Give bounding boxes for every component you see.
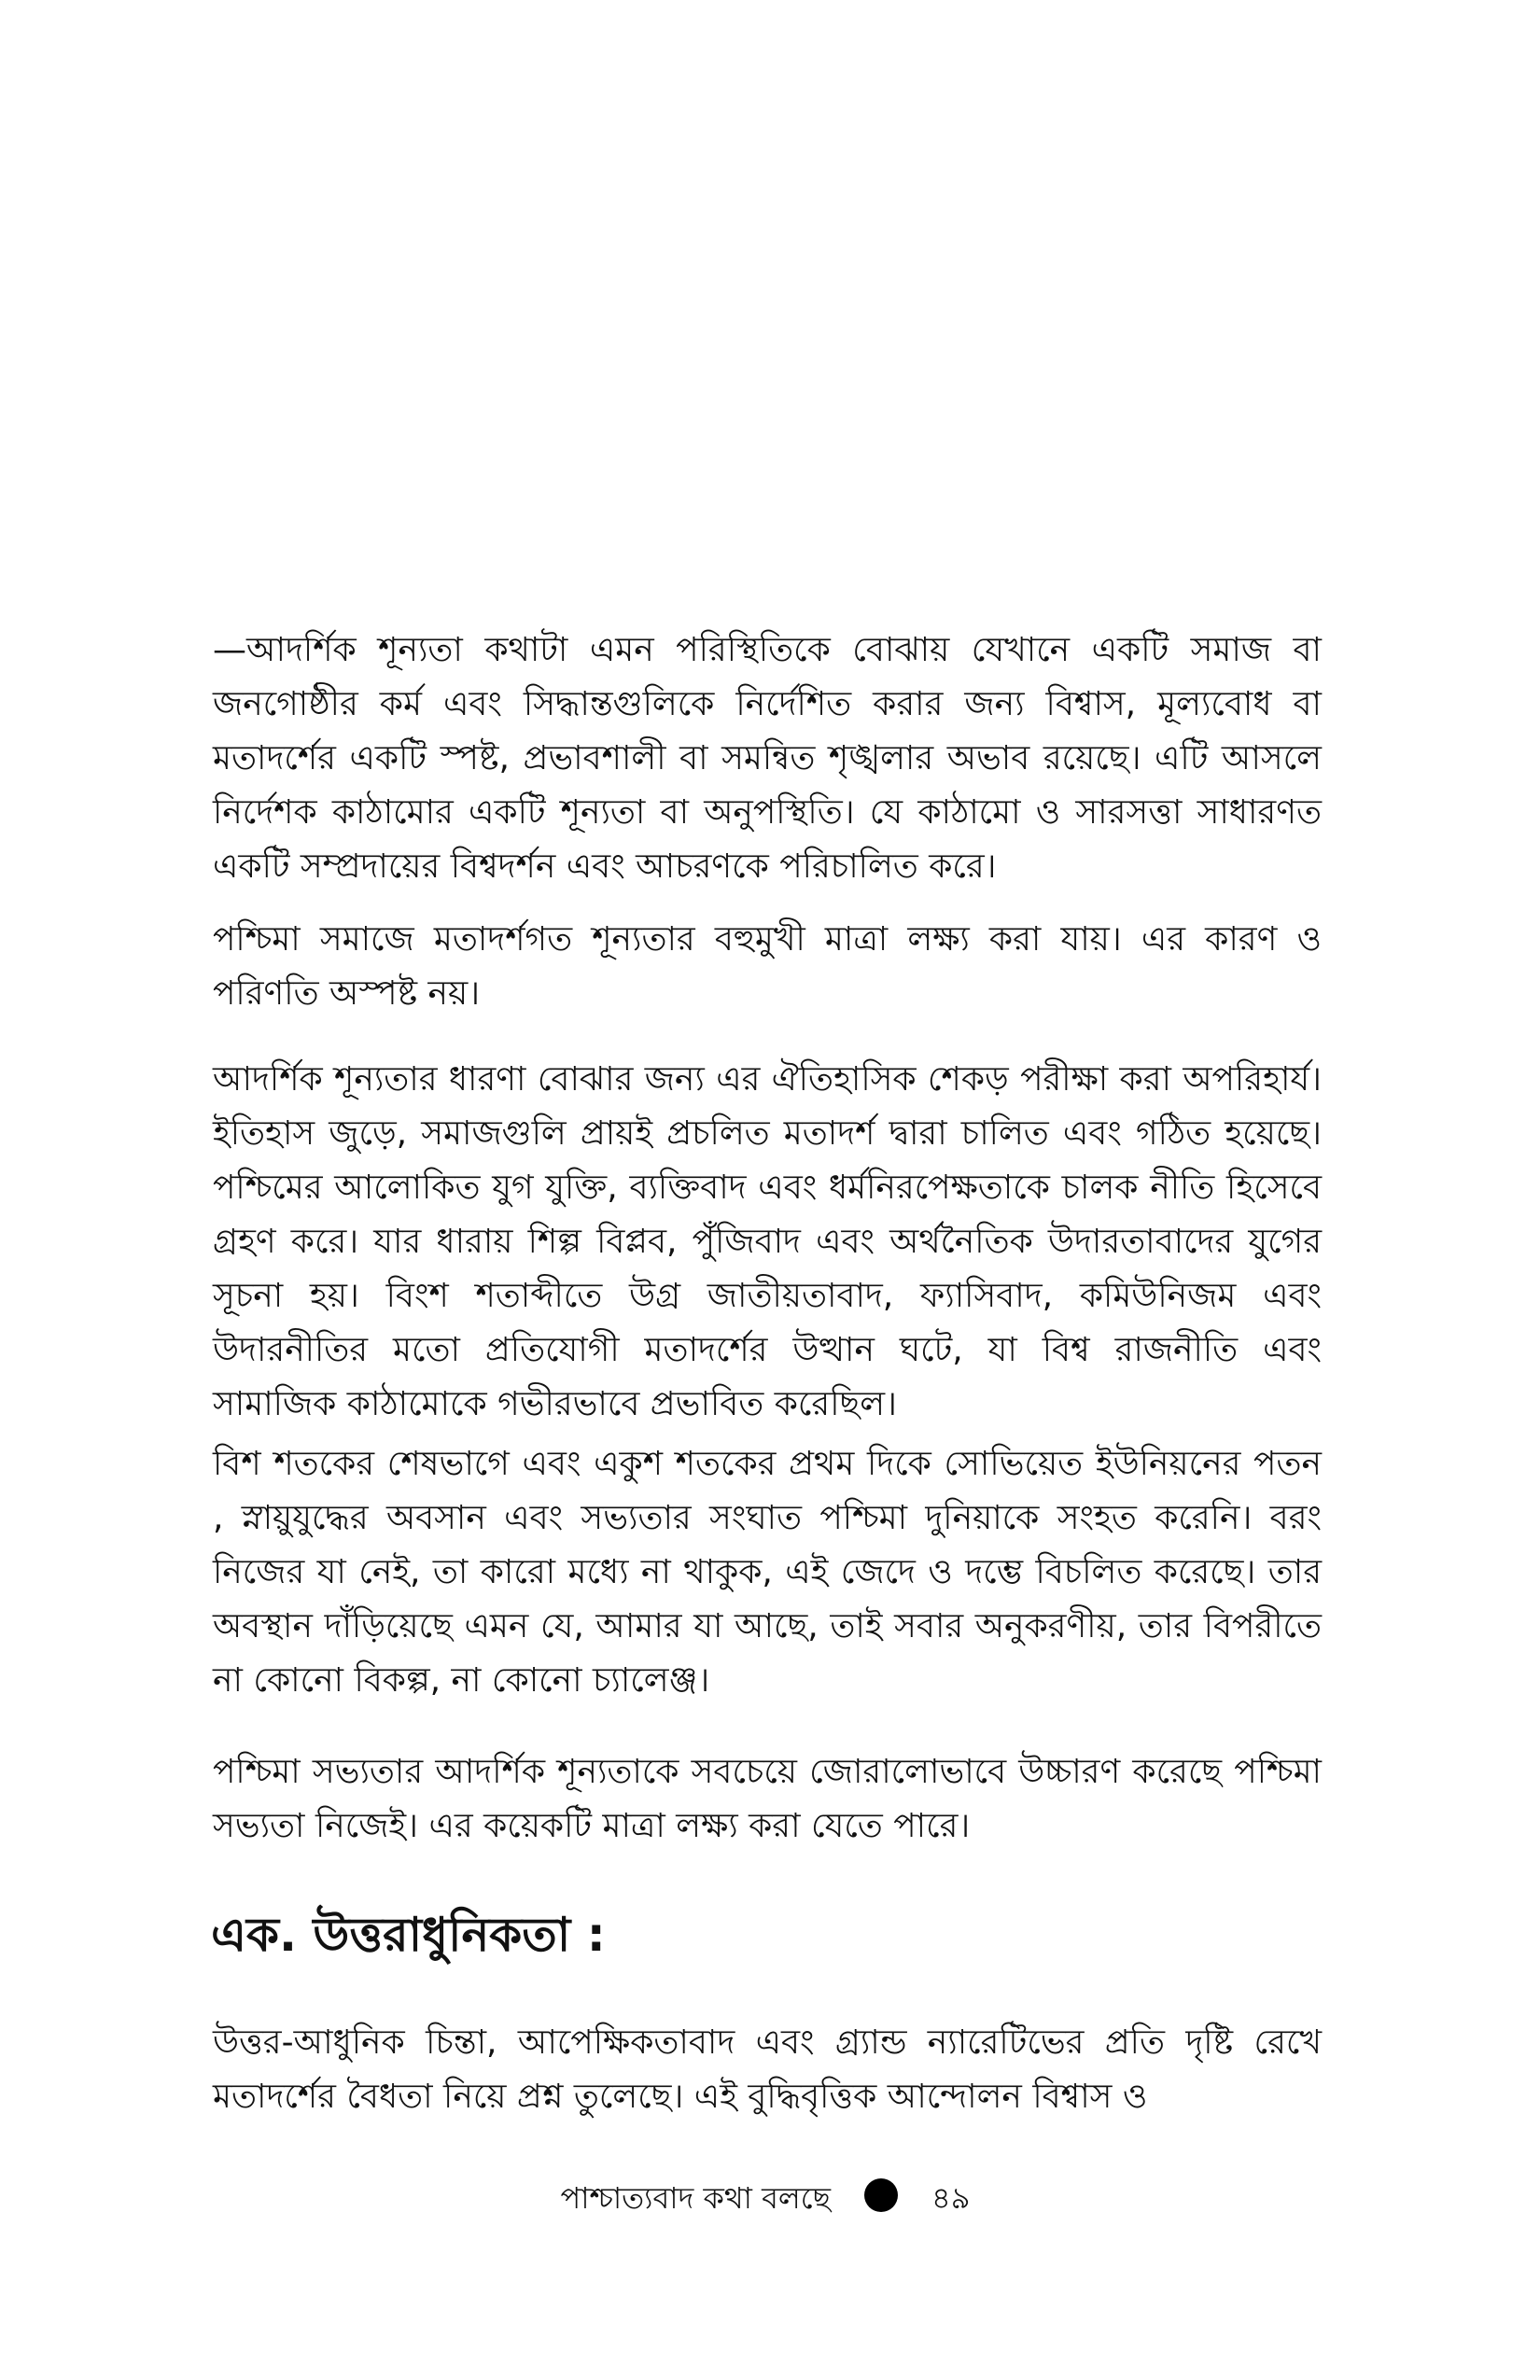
- page-footer: [0, 2167, 1540, 2223]
- paragraph-postmodern-thought: [213, 2016, 1322, 2124]
- paragraph-text: পশ্চিমা সমাজে মতাদর্শগত শূন্যতার বহুমুখী মাত্রা লক্ষ্য করা যায়। এর কারণ ও পরিণতি অস্পষ্ট নয়।: [213, 920, 1322, 1013]
- paragraph-western-civilization-voice: [213, 1745, 1322, 1854]
- bullet-dot-icon: [864, 2178, 898, 2212]
- paragraph-historical-roots: [213, 1053, 1322, 1432]
- footer-book-title: পাশ্চাত্যবাদ কথা বলছে: [560, 2180, 831, 2216]
- paragraph-late-twentieth-century: [213, 1437, 1322, 1708]
- paragraph-text: বিশ শতকের শেষভাগে এবং একুশ শতকের প্রথম দিকে সোভিয়েত ইউনিয়নের পতন , স্নায়ুযুদ্ধের অবসান এবং সভ্যতার সংঘাত পশ্চিমা দুনিয়াকে সংহত করেনি। বরং নিজের যা নেই, তা কারো মধ্যে না থাকুক, এই জেদে ও দম্ভে বিচলিত করেছে। তার অবস্থান দাঁড়িয়েছে এমন যে, আমার যা আছে, তাই সবার অনুকরণীয়, তার বিপরীতে না কোনো বিকল্প, না কোনো চ্যালেঞ্জ।: [213, 1445, 1322, 1700]
- page-number: ৪৯: [931, 2180, 971, 2216]
- paragraph-text: পশ্চিমা সভ্যতার আদর্শিক শূন্যতাকে সবচেয়ে জোরালোভাবে উচ্চারণ করেছে পশ্চিমা সভ্যতা নিজেই। এর কয়েকটি মাত্রা লক্ষ্য করা যেতে পারে।: [213, 1753, 1322, 1845]
- paragraph-text: আদর্শিক শূন্যতার ধারণা বোঝার জন্য এর ঐতিহাসিক শেকড় পরীক্ষা করা অপরিহার্য। ইতিহাস জুড়ে, সমাজগুলি প্রায়ই প্রচলিত মতাদর্শ দ্বারা চালিত এবং গঠিত হয়েছে। পশ্চিমের আলোকিত যুগ যুক্তি, ব্যক্তিবাদ এবং ধর্মনিরপেক্ষতাকে চালক নীতি হিসেবে গ্রহণ করে। যার ধারায় শিল্প বিপ্লব, পুঁজিবাদ এবং অর্থনৈতিক উদারতাবাদের যুগের সূচনা হয়। বিংশ শতাব্দীতে উগ্র জাতীয়তাবাদ, ফ্যাসিবাদ, কমিউনিজম এবং উদারনীতির মতো প্রতিযোগী মতাদর্শের উত্থান ঘটে, যা বিশ্ব রাজনীতি এবং সামাজিক কাঠামোকে গভীরভাবে প্রভাবিত করেছিল।: [213, 1060, 1322, 1423]
- paragraph-text: —আদর্শিক শূন্যতা কথাটা এমন পরিস্থিতিকে বোঝায় যেখানে একটি সমাজ বা জনগোষ্ঠীর কর্ম এবং সিদ্ধান্তগুলিকে নির্দেশিত করার জন্য বিশ্বাস, মূল্যবোধ বা মতাদর্শের একটি স্পষ্ট, প্রভাবশালী বা সমন্বিত শৃঙ্খলার অভাব রয়েছে। এটি আসলে নির্দেশক কাঠামোর একটি শূন্যতা বা অনুপস্থিতি। যে কাঠামো ও সারসত্তা সাধারণত একটি সম্প্রদায়ের বিশ্বদর্শন এবং আচরণকে পরিচালিত করে।: [213, 631, 1322, 886]
- paragraph-text: উত্তর-আধুনিক চিন্তা, আপেক্ষিকতাবাদ এবং গ্র্যান্ড ন্যারেটিভের প্রতি দৃষ্টি রেখে মতাদর্শের বৈধতা নিয়ে প্রশ্ন তুলেছে। এই বুদ্ধিবৃত্তিক আন্দোলন বিশ্বাস ও: [213, 2023, 1322, 2116]
- section-heading-postmodernism: এক. উত্তরাধুনিকতা :: [211, 1908, 606, 1962]
- paragraph-western-void-dimensions: [213, 913, 1322, 1021]
- paragraph-ideological-void-definition: [213, 623, 1322, 894]
